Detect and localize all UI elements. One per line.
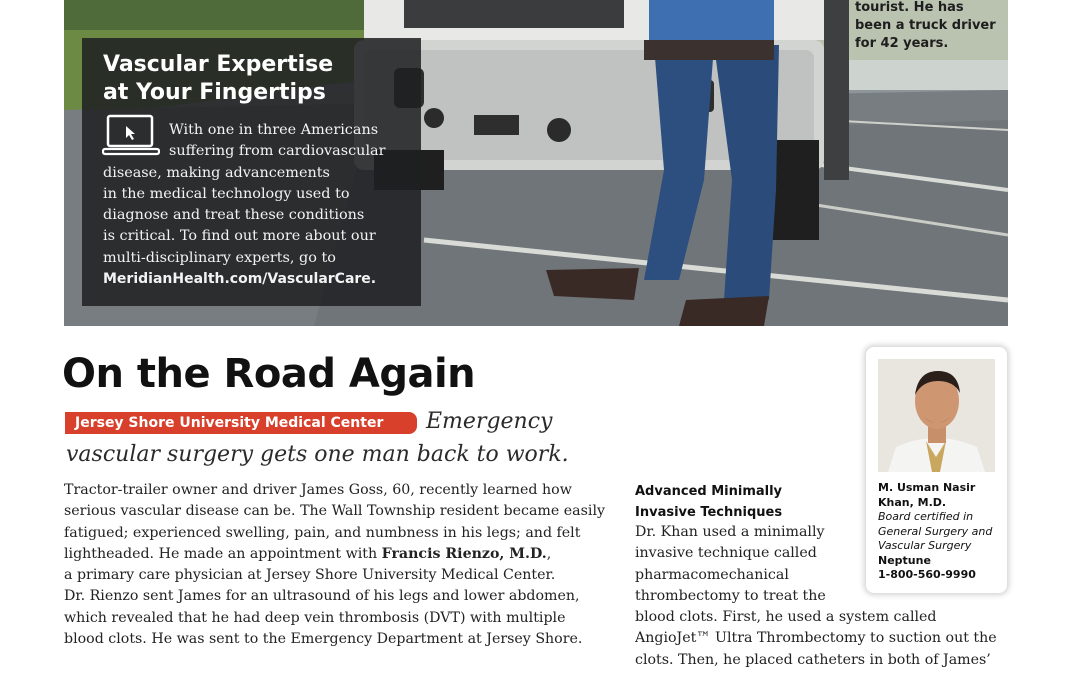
doctor-name-line: M. Usman Nasir <box>878 481 976 494</box>
doctor-portrait <box>878 359 995 472</box>
location-badge: Jersey Shore University Medical Center <box>65 412 417 434</box>
page-title: On the Road Again <box>62 351 476 397</box>
doctor-cert-line: Board certified in <box>878 510 974 523</box>
body-text: , <box>546 545 552 562</box>
body-line: serious vascular disease can be. The Wall Township resident became easily <box>64 503 606 520</box>
article-column-1 <box>64 480 604 650</box>
doctor-name-line: Khan, M.D. <box>878 495 947 509</box>
body-line: Dr. Rienzo sent James for an ultrasound of his legs and lower abdomen, <box>64 588 580 605</box>
doctor-card <box>866 347 1007 593</box>
photo-caption-line: tourist. He has <box>855 0 964 15</box>
photo-caption <box>855 0 1005 53</box>
sidebar-title-line: Vascular Expertise <box>103 52 334 77</box>
body-line: a primary care physician at Jersey Shore University Medical Center. <box>64 567 556 584</box>
sidebar-body-line: With one in three Americans <box>169 122 379 138</box>
sidebar-body-line: multi-disciplinary experts, go to <box>103 249 336 266</box>
doctor-info <box>878 481 1003 583</box>
doctor-cert-line: Vascular Surgery <box>878 539 972 552</box>
body-line: pharmacomechanical <box>635 566 789 583</box>
sidebar-title-line: at Your Fingertips <box>103 80 326 105</box>
sidebar-body-line: disease, making advancements <box>103 164 330 181</box>
body-line: clots. Then, he placed catheters in both of James’ <box>635 651 991 668</box>
vascular-sidebar <box>82 38 421 306</box>
body-line: thrombectomy to treat the <box>635 587 826 604</box>
sidebar-body-line: suffering from cardiovascular <box>169 143 386 160</box>
body-line: fatigued; experienced swelling, pain, and numbness in his legs; and felt <box>64 524 581 541</box>
photo-caption-line: for 42 years. <box>855 36 949 51</box>
doctor-location: Neptune <box>878 553 931 567</box>
body-line <box>64 544 604 565</box>
body-line: Tractor-trailer owner and driver James Goss, 60, recently learned how <box>64 482 572 498</box>
body-line: Dr. Khan used a minimally <box>635 524 825 540</box>
vascular-care-link[interactable]: MeridianHealth.com/VascularCare. <box>103 271 377 288</box>
body-line: blood clots. He was sent to the Emergency Department at Jersey Shore. <box>64 631 583 648</box>
body-line: invasive technique called <box>635 545 817 562</box>
sidebar-body <box>103 120 423 290</box>
sidebar-title <box>103 51 333 107</box>
sidebar-body-line: is critical. To find out more about our <box>103 228 376 245</box>
deck-line: vascular surgery gets one man back to work. <box>66 442 569 467</box>
photo-caption-line: been a truck driver <box>855 18 996 33</box>
doctor-photo <box>878 359 995 472</box>
sidebar-body-line: in the medical technology used to <box>103 185 350 202</box>
doctor-name-mention: Francis Rienzo, M.D. <box>381 545 547 562</box>
body-text: lightheaded. He made an appointment with <box>64 545 378 562</box>
body-line: AngioJet™ Ultra Thrombectomy to suction out the <box>635 630 997 647</box>
body-line: blood clots. First, he used a system called <box>635 609 937 626</box>
section-heading <box>635 481 782 523</box>
body-line: which revealed that he had deep vein thrombosis (DVT) with multiple <box>64 609 566 626</box>
doctor-cert-line: General Surgery and <box>878 524 993 538</box>
doctor-phone[interactable]: 1-800-560-9990 <box>878 568 976 581</box>
section-heading-line: Advanced Minimally <box>635 484 783 499</box>
section-heading-line: Invasive Techniques <box>635 505 783 520</box>
sidebar-body-line: diagnose and treat these conditions <box>103 207 365 224</box>
deck-line: Emergency <box>426 409 553 434</box>
